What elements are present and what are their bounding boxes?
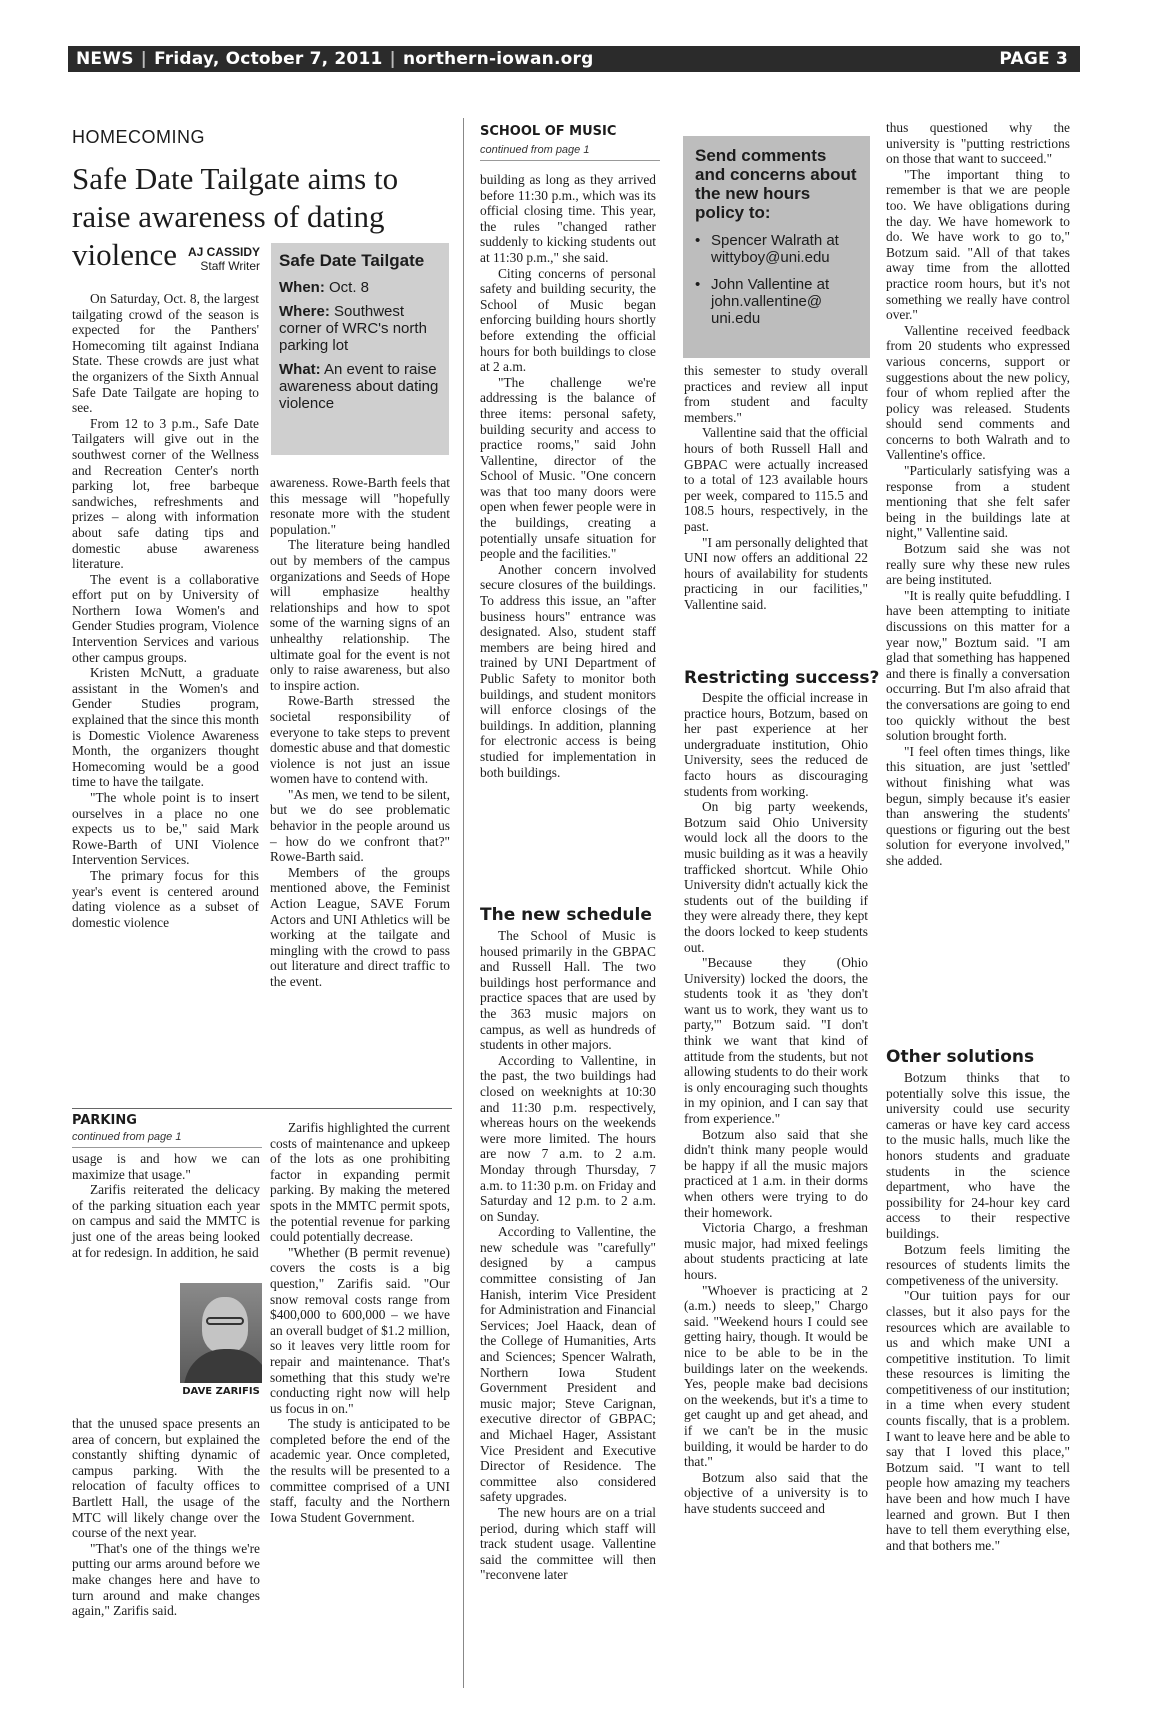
paragraph: building as long as they arrived before 11:30 p.m., which was its official closing time. This year, the rules "changed rather suddenly to kicking students out at 11:30 p.m.," she said. <box>480 172 656 265</box>
paragraph: usage is and how we can maximize that usage." <box>72 1151 260 1182</box>
parking-sub-rule <box>72 1147 262 1148</box>
paragraph: According to Vallentine, the new schedule was "carefully" designed by a campus committee consisting of Jan Hanish, interim Vice President for Administration and Financial Services; Joel Haack, dean of the College of Humanities, Arts and Sciences; Spencer Walrath, Northern Iowa Student Government President and music major; Steve Carignan, executive director of GBPAC; and Michael Hager, Assistant Vice President and Executive Director of Residence. The committee also considered safety upgrades. <box>480 1224 656 1505</box>
music-column-5-top <box>886 120 1070 869</box>
section-kicker: HOMECOMING <box>72 127 205 147</box>
paragraph: "It is really quite befuddling. I have been attempting to initiate discussions on this matter for a year now," Boztum said. "I am glad that something has happened and there is finally a conversation occurring. But I'm also afraid that the conversations are going to end too quickly without the best solution brought forth. <box>886 587 1070 744</box>
headshot-photo <box>180 1283 262 1383</box>
music-column-4-bottom <box>684 690 868 1516</box>
paragraph: thus questioned why the university is "putting restrictions on those that want to succeed." <box>886 120 1070 167</box>
music-continued-note: continued from page 1 <box>480 144 590 156</box>
article-headline: Safe Date Tailgate aims to raise awareness of dating violence <box>72 161 399 272</box>
paragraph: awareness. Rowe-Barth feels that this message will "hopefully resonate more with the student population." <box>270 475 450 537</box>
paragraph: "Our tuition pays for our classes, but it also pays for the resources which are available to us and which make UNI a competitive institution. To limit these resources is limiting the competitiveness of our institution; in a time when every student counts fiscally, that is a problem. I want to leave here and be able to say that I loved this place," Botzum said. "I want to tell people how amazing my teachers have been and how much I have learned and grown. But I then have to tell them everything else, and that bothers me." <box>886 1288 1070 1553</box>
subhead-restricting-success: Restricting success? <box>684 668 880 688</box>
paragraph: "The challenge we're addressing is the balance of three items: personal safety, building security and access to practice rooms," said John Vallentine, director of the School of Music. "One concern was that too many doors were open when fewer people were in the buildings, creating a potentially unsafe situation for people and the facilities." <box>480 374 656 562</box>
paragraph: The event is a collaborative effort put on by University of Northern Iowa Women's and Gender Studies program, Violence Intervention Services and various other campus groups. <box>72 571 259 665</box>
parking-column-1-top <box>72 1151 260 1260</box>
author-name: AJ CASSIDY <box>187 245 260 259</box>
parking-top-rule <box>72 1108 452 1109</box>
callout-contact-walrath: • Spencer Walrath at wittyboy@uni.edu <box>695 232 858 266</box>
paragraph: Botzum also said that she didn't think many people would be happy if all the music majors practiced at 1 a.m. in their dorms when others were trying to do their homework. <box>684 1126 868 1220</box>
paragraph: Vallentine said that the official hours of both Russell Hall and GBPAC were actually increased to a total of 123 available hours per week, compared to 115.5 and 108.5 hours, respectively, in the past. <box>684 425 868 534</box>
parking-column-2 <box>270 1120 450 1525</box>
event-what: What: An event to raise awareness about dating violence <box>279 361 439 412</box>
paragraph: Kristen McNutt, a graduate assistant in the Women's and Gender Studies program, explained that the since this month is Domestic Violence Awareness Month, the organizers thought Homecoming would be a good time to have the tailgate. <box>72 665 259 790</box>
paragraph: "Whoever is practicing at 2 (a.m.) needs to sleep," Chargo said. "Weekend hours I could see getting hairy, though. It would be nice to be able to be in the buildings later on the weekends. Yes, people make bad decisions on the weekends, but it's a time to get caught up and get ahead, and if we can't be in the music building, it would be harder to do that." <box>684 1282 868 1470</box>
paragraph: "Because they (Ohio University) locked the doors, the students took it as 'they don't want us to work, they want us to party,'" Botzum said. "I don't think we want that kind of attitude from the students, but not allowing students to do their work is only encouraging such thoughts in my opinion, and I can say that from experience." <box>684 955 868 1127</box>
parking-column-1-bottom <box>72 1416 260 1619</box>
byline <box>72 245 260 273</box>
music-section-head: SCHOOL OF MUSIC <box>480 124 617 139</box>
comments-callout-box <box>683 136 870 358</box>
music-sub-rule <box>480 160 660 161</box>
paragraph: Botzum thinks that to potentially solve this issue, the university could use security cameras or have key card access to the music halls, much like the honors students and graduate students in the science department, who have the possibility for 24-hour key card access to their respective buildings. <box>886 1070 1070 1241</box>
paragraph: that the unused space presents an area of concern, but explained the constantly shifting dynamic of campus parking. With the relocation of faculty offices to Bartlett Hall, the usage of the MTC will likely change over the course of the next year. <box>72 1416 260 1541</box>
paragraph: Citing concerns of personal safety and building security, the School of Music began enforcing building hours shortly before extending the official hours for both buildings to close at 2 a.m. <box>480 265 656 375</box>
callout-contact-vallentine: • John Vallentine at john.vallentine@ uni.edu <box>695 276 858 327</box>
paragraph: Rowe-Barth stressed the societal responsibility of everyone to take steps to prevent domestic abuse and that domestic violence is not just an issue women have to contend with. <box>270 693 450 787</box>
paragraph: "Whether (B permit revenue) covers the costs is a big question," Zarifis said. "Our snow removal costs range from $400,000 to 600,000 – we have an overall budget of $1.2 million, so it leaves very little room for repair and maintenance. That's something that this study we're conducting right now will help us focus in on." <box>270 1244 450 1416</box>
music-column-4-top <box>684 363 868 613</box>
author-role: Staff Writer <box>200 259 260 273</box>
banner-page-number: PAGE 3 <box>999 49 1068 69</box>
paragraph: "I feel often times things, like this situation, are just 'settled' without finishing what was begun, simply because it's easier than answering the students' questions or figuring out the best solution for everyone involved," she added. <box>886 743 1070 868</box>
parking-continued-note: continued from page 1 <box>72 1131 182 1143</box>
subhead-other-solutions: Other solutions <box>886 1047 1035 1067</box>
event-where: Where: Southwest corner of WRC's north parking lot <box>279 303 427 354</box>
subhead-new-schedule: The new schedule <box>480 905 652 925</box>
banner-date: Friday, October 7, 2011 <box>154 49 383 69</box>
parking-section-head: PARKING <box>72 1113 137 1128</box>
paragraph: "I am personally delighted that UNI now offers an additional 22 hours of availability for students practicing in our facilities," Vallentine said. <box>684 534 868 612</box>
banner-site: northern-iowan.org <box>402 49 594 69</box>
banner-section: NEWS <box>76 49 134 69</box>
paragraph: this semester to study overall practices and review all input from student and faculty members." <box>684 363 868 425</box>
paragraph: On big party weekends, Botzum said Ohio University would lock all the doors to the music building as it was a heavily trafficked shortcut. While Ohio University didn't actually kick the students out of the building if they were already there, they kept the doors locked to keep students out. <box>684 799 868 955</box>
paragraph: The study is anticipated to be completed before the end of the academic year. Once completed, the results will be presented to a committee comprised of a UNI staff, faculty and the Northern Iowa Student Government. <box>270 1416 450 1525</box>
page-banner: NEWS | Friday, October 7, 2011 | northern-iowan.org PAGE 3 <box>68 46 1080 72</box>
callout-title: Send comments and concerns about the new hours policy to: <box>695 146 857 222</box>
paragraph: "As men, we tend to be silent, but we do see problematic behavior in the people around us – how do we confront that?" Rowe-Barth said. <box>270 786 450 865</box>
music-column-3-b <box>480 928 656 1583</box>
event-info-box <box>271 243 449 455</box>
paragraph: Members of the groups mentioned above, the Feminist Action League, SAVE Forum Actors and UNI Athletics will be working at the tailgate and mingling with the crowd to pass out literature and direct traffic to the event. <box>270 864 450 989</box>
paragraph: Victoria Chargo, a freshman music major, had mixed feelings about students practicing at late hours. <box>684 1220 868 1282</box>
paragraph: On Saturday, Oct. 8, the largest tailgating crowd of the season is expected for the Panthers' Homecoming tilt against Indiana State. These crowds are just what the organizers of the Sixth Annual Safe Date Tailgate are hoping to see. <box>72 291 259 416</box>
paragraph: Botzum said she was not really sure why these new rules are being instituted. <box>886 541 1070 588</box>
paragraph: Vallentine received feedback from 20 students who expressed various concerns, support or suggestions about the new policy, four of whom replied after the policy was released. Students should send comments and concerns to both Walrath and to Vallentine's office. <box>886 322 1070 463</box>
article-column-1 <box>72 291 259 930</box>
photo-caption: DAVE ZARIFIS <box>182 1386 260 1397</box>
paragraph: Botzum also said that the objective of a university is to have students succeed and <box>684 1469 868 1516</box>
paragraph: Botzum feels limiting the resources of students limits the competiveness of the university. <box>886 1241 1070 1288</box>
paragraph: According to Vallentine, in the past, the two buildings had closed on weeknights at 10:30 and 11:30 p.m. respectively, whereas hours on the weekends were more limited. The hours are now 7 a.m. to 2 a.m. Monday through Thursday, 7 a.m. to 11:30 p.m. on Friday and Saturday and 12 p.m. to 2 a.m. on Sunday. <box>480 1052 656 1224</box>
paragraph: "Particularly satisfying was a response from a student mentioning that she felt safer being in the buildings late at night," Vallentine said. <box>886 463 1070 541</box>
paragraph: Zarifis highlighted the current costs of maintenance and upkeep of the lots as one prohibiting factor in expanding permit parking. By making the metered spots in the MMTC permit spots, the potential revenue for parking could potentially decrease. <box>270 1120 450 1245</box>
paragraph: "The whole point is to insert ourselves in a place no one expects us to be," said Mark Rowe-Barth of UNI Violence Intervention Services. <box>72 790 259 868</box>
paragraph: Zarifis reiterated the delicacy of the parking situation each year on campus and said the MMTC is just one of the areas being looked at for redesign. In addition, he said <box>72 1182 260 1260</box>
event-when: When: Oct. 8 <box>279 279 370 296</box>
paragraph: The School of Music is housed primarily in the GBPAC and Russell Hall. The two buildings host performance and practice spaces that are used by the 363 music majors on campus, as well as hundreds of students in other majors. <box>480 928 656 1053</box>
paragraph: "The important thing to remember is that we are people too. We have obligations during the day. We have homework to do. We have work to go to," Botzum said. "All of that takes away time from the allotted practice room hours, but it's not something we really have control over." <box>886 166 1070 323</box>
paragraph: Despite the official increase in practice hours, Botzum, based on her past experience at her undergraduate institution, Ohio University, sees the reduced de facto hours as discouraging students from working. <box>684 690 868 799</box>
paragraph: The literature being handled out by members of the campus organizations and Seeds of Hope will emphasize healthy relationships and how to spot some of the warning signs of an unhealthy relationship. The ultimate goal for the event is not only to raise awareness, but also to inspire action. <box>270 537 450 693</box>
column-divider <box>463 118 464 1688</box>
paragraph: "That's one of the things we're putting our arms around before we make changes here and have to turn around and make changes again," Zarifis said. <box>72 1540 260 1619</box>
paragraph: The primary focus for this year's event is centered around dating violence as a subset of domestic violence <box>72 867 259 930</box>
event-info-title: Safe Date Tailgate <box>279 251 425 270</box>
paragraph: Another concern involved secure closures of the buildings. To address this issue, an "after business hours" entrance was designated. Also, student staff members are being hired and trained by UNI Department of Public Safety to monitor both buildings, and student monitors will enforce closings of the buildings. In addition, planning for electronic access is being studied for implementation in both buildings. <box>480 561 656 780</box>
paragraph: The new hours are on a trial period, during which staff will track student usage. Vallentine said the committee will then "reconvene later <box>480 1504 656 1583</box>
article-column-2 <box>270 475 450 990</box>
music-column-5-bottom <box>886 1070 1070 1553</box>
paragraph: From 12 to 3 p.m., Safe Date Tailgaters will give out in the southwest corner of the Wellness and Recreation Center's north parking lot, free barbeque sandwiches, refreshments and prizes – along with information about safe dating tips and domestic abuse awareness literature. <box>72 415 259 572</box>
music-column-3 <box>480 172 656 780</box>
